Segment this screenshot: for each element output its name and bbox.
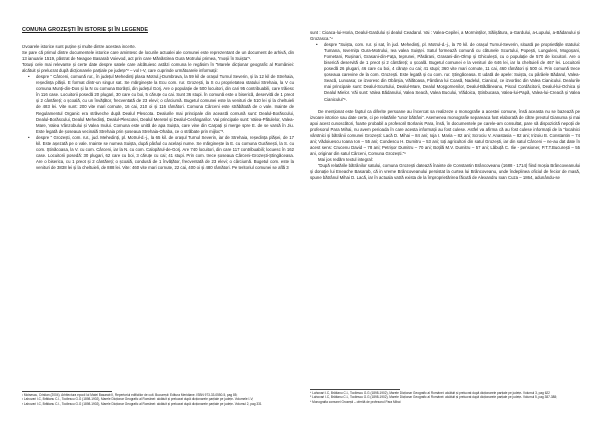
- bullet-item: [310, 42, 580, 102]
- bullet-icon: •: [28, 134, 30, 140]
- footnote: ² Lahovari I.C, Brătianu C.I., Tocilescu G.G (1898-1902), Marele Dicționar Geografic al Românei: alcătuit și prelucrat după dicționarele parțiale pe județe- Volumele I-V;: [22, 397, 254, 402]
- bullet-item: [22, 74, 294, 134]
- paragraph: De menționat este faptul ca diferite persoane au încercat sa realizeze o monografie a acestei comune, însă aceasta nu se bazează pe izvoare istorice sau date certe, ci pe relatările “unor bătrâni”. Asemenea monografie separeaca fost elaborată de către preotul Gianuma și mai apoi acest cunoscători, foarte probabil a profesoril Borlanis Para, însă, în documentele pe carele-am consultat, pare să dispozicită nepoții de profesorul Para Mihai, nu avem perioada în care acesta informații au fost culese. Astfel va afirma că au fost culese informații de la “localnici vârstnici și bătrânii comunei Grozești: Lacă D. Mihai – 84 ani; Ioja I. Maria – 82 ani; Scrociu V. Anastasia – 82 ani; Irizoiu B. Constantin – 74 ani; Vădoiuescu Ioana Ion – 55 ani; Condescu H. Dumitru – 53 ani; toți agricultori din satul Grozești, iar din satul Cârceni – ne-au dat date în acest sens: Crucenu David – 78 ani; Petrișor Dumitru – 70 ani; Boțilă M.V. Dumitru – 57 ani; Lăbuță C. Ilie - pensioner, P.T.T.București – 55 ani, originar din satul Cârceni, Comuna Grozești.”⁶: [310, 108, 580, 156]
- right-body: [310, 30, 580, 181]
- footnote: ⁴ Lahovari I.C, Brătianu C.I., Tocilescu G.G (1898-1902), Marele Dicționar Geografic al Românei: alcătuit și prelucrat după dicționarele parțiale pe județe- Volumul 3, pag 622: [310, 391, 550, 395]
- footnote: ¹ Moisescu, Cristian (2004). Arhitectura epocii lui Matei Basarab II, Repertoriul edificiilor de cult. București: Editura Meridiane. ISBN 973-33-0550-5, pag 85;: [22, 393, 238, 397]
- bullet-text: despre “ Cârceni, comună rur., în județul Mehedinți plasa Motrul.j-Dumbrava, la 59 kil de orașul Turnul Severin, și la 12 kil de Strehaia, reședința plășii. E format dintr-un singur sat. Se mărginește la Ecu com. rur. Grozești, la S cu proprietatea statului Strehaia, la V cu comuna Munți-din-Dos și la N cu comuna Borăști, din județul Gorj. Are o populație de 500 locuitori, din cari 95 contribuabili, care trăiesc în 116 case. Locuitorii posedă 20 plugari, 30 care cu boi, 5 căruțe cu cai. Sunt 36 stupi. În comună este o biserică, deservită de 1 preot și 2 cântăreți; o școală, cu un învățător, frecventată de 23 elevi; o cârciumă. Bugetul comunei este la venituri de 510 lei și la cheltuieli de 483 lei. Vite sunt: 200 vite mari cornute, 16 cai, 210 oi și 116 râmători. Comuna Cârceni este străbătută de o vale. Inainte de Regulamentul Organic era străveche după Dealul Plescota. Dealurile mai principale din această comună sunt: Dealul-Borăscului, Dealul-Borăscului, Dealul Mehedinți, Dealul-Plescotei, Dealul Meretel și Dealul-Cerângarilor. Vai principale sunt: Valea-Pătulelor, Valea-Mare, Valea Vânzobului și Valea Inului. Comuna este unită de apa Suișta, care vine din Carpați și merge spre E. de se varsă în Jiu. Este legată de șoseaua vecinală Strehaia prin șoseaua Strehaia-Ohaba, ce o străbate prin mijloc”³.: [36, 74, 294, 134]
- right-column: [310, 0, 580, 424]
- paragraph: Se pare că primul dintre documentele istorice care amintesc de locurile actualei ale comunei este reprezentant de un document de arhivă, din 13 ianuarie 1519, păstrat de Neagoe Basarab Voievod, act prin care Mănăstirea Gura Motrului primea, “moșii în Suișta”¹.: [22, 50, 294, 62]
- paragraph: Mai jos redăm textul integral:: [318, 156, 373, 162]
- footnote-divider: [310, 389, 400, 390]
- page-title: COMUNA GROZEȘTI ÎN ISTORIE ȘI ÎN LEGENDE: [22, 27, 148, 33]
- bullet-item: [22, 135, 294, 171]
- right-footnotes: [310, 391, 580, 404]
- paragraph: sunt : Cioaca-lui-Horia, Dealul-Gardului și dealul Ceadarul. Vai : Valea-Cepilei, a Morminților, Sălișătura, a-Gardului, a-Lupului, a-Bădanului și Grozasca.”⁴: [310, 30, 580, 42]
- bullet-text: despre “Suișta, com. rur. și sat, în jud. Mehedinți, pl. Motrul-d.-j., la 70 kil. de orașul Turnul-Severin, situată pe proprietățile statului: Tumana, Isvernița Gura-Motrului, Iea valea Suișței. Satul formează comună cu cătunele Scurtului, Popești, Lunguleni, Mogoșani, Fometani, Rușinari, Grasani-din-Fața, teprunei, Păsărani, Grasani-din-Olmp și Ghiculești, cu o populație de 570 de locuitori. Are o biserică deservită de 1 preot și 2 cântăreți; o școală. Bugetul comunei e la venituri de 646 lei, iar la cheltuieli de 467 lei. Locuitorii posedă 26 plugari, 46 care cu boi, 4 căruțe cu cai; 41 stupi; 360 vite mari cornute, 11 cai, 460 râmători și 500 oi. Prin comună trece șoseaua carevine de la com. Grozești. Este legată și cu com. rur. Știngăceasa. E udată de apele: Suișta, cu pârâele Bădarul, Valea-Seacă, Lunoasa; ce izvoresc din Obârșia, Vălătoasa, Fântâna lui Coasă, Nadelul, Cianicul, ce izvorăsc din Valea Cianicului. Dealurile mai principale sunt: Dealul-Scurtului, Dealul-Mare, Dealul Moșgornenilor, Dealul-Bădăneanu, Piscul Cordăcitorii, Dealul-lui-Ochica și Dealul Mielor. Văi sunt: Valea Bădanului, Valea Seacă, Valea Bucului, Vlădoica, Știnbucasa, Valea-lui-Papă, Valea-lui-Creacă și Valea Cianicului”⁵.: [324, 42, 580, 102]
- footnote: ⁵ Lahovari I.C, Brătianu C.I., Tocilescu G.G (1898-1902), Marele Dicționar Geografic al Românei: alcătuit și prelucrat după dicționarele parțiale pe județe- Volumul 5, pag 387-388;: [310, 395, 558, 400]
- left-column: [22, 0, 294, 424]
- footnote-divider: [22, 391, 112, 392]
- footnote: ⁶ Monografia comunei Grozești – oferită de profesorul Para Mihai: [310, 399, 401, 404]
- bullet-icon: •: [316, 42, 318, 48]
- bullet-icon: •: [28, 74, 30, 80]
- left-body: [22, 44, 294, 171]
- paragraph: “După relatările bătrânilor satului, comuna Grozești datează înainte de Constantin Brâncoveanu (1688 - 1714) fiind moșia Brâncoveanului și donație lui Eneache Basarab, că in vreme Brâncoveanului persistat la curtea lui Brâncoveanu, unde îndeplinea oficiul de fecior de masă, spune bătrânul Mihai D. Lacă, iar în actuala vatră exista de la împroprietărirea făcută de Alexandru Ioan Cuza – 1864, adunându-se: [310, 162, 580, 181]
- left-footnotes: [22, 393, 294, 406]
- paragraph: Izvoarele istorice sunt puține și multe dintre acestea incerte.: [22, 44, 136, 49]
- bullet-text: despre “ Grozești, com. rur., jud. Mehedinți, pl. Motrul-d.-j., la 65 kil. de orașul Turnul Severin, iar de Strehaia, reședința plășei, de 17 kil. Este așezată pe o vale. Inainte se numea Suișta, după pârâul cu același nume. Se mărginește la E. cu comuna Gurănești, la S. cu com. Știnăcoasa, la V. cu com. Cârceni, iar la N. cu com. Calopărul-de-Gorj. Are 740 locuitori, din care 117 contribuabili; locuesc în 162 case. Locuitorii posedă: 30 plugari, 62 care cu boi, 3 căruțe cu cai; 41 stupi. Prin com. trece șoseaua Cârceni-Grozești-Știngăceasa. Are o biserica, cu 1 preot și 2 cântăreți; o școală, condusă de 1 învățător, frecventată de 23 elevi; o cârciumă. Bugetul com. este la venituri de 3838 lei și la cheltuieli, de 888 lei. Vite: 460 vite mari cornute, 22 cai, 400 oi și 480 râmători. Pe teritoriul comunei se află 3: [36, 134, 294, 170]
- footnote: ³ Lahovari I.C, Brătianu C.I., Tocilescu G.G (1898-1902), Marele Dicționar Geografic al Românei: alcătuit și prelucrat după dicționarele parțiale pe județe- Volumul 2, pag 331: [22, 401, 262, 406]
- paragraph: Totuși cele mai relevante și certe date despre satele care alcătuiesc astăzi comuna le regăsim în “Marele dicționar geografic al României: alcătuit și prelucrat după dicționarele parțiale pe județe”² – vol I-V, care cuprinde următoarele informații:: [22, 62, 294, 74]
